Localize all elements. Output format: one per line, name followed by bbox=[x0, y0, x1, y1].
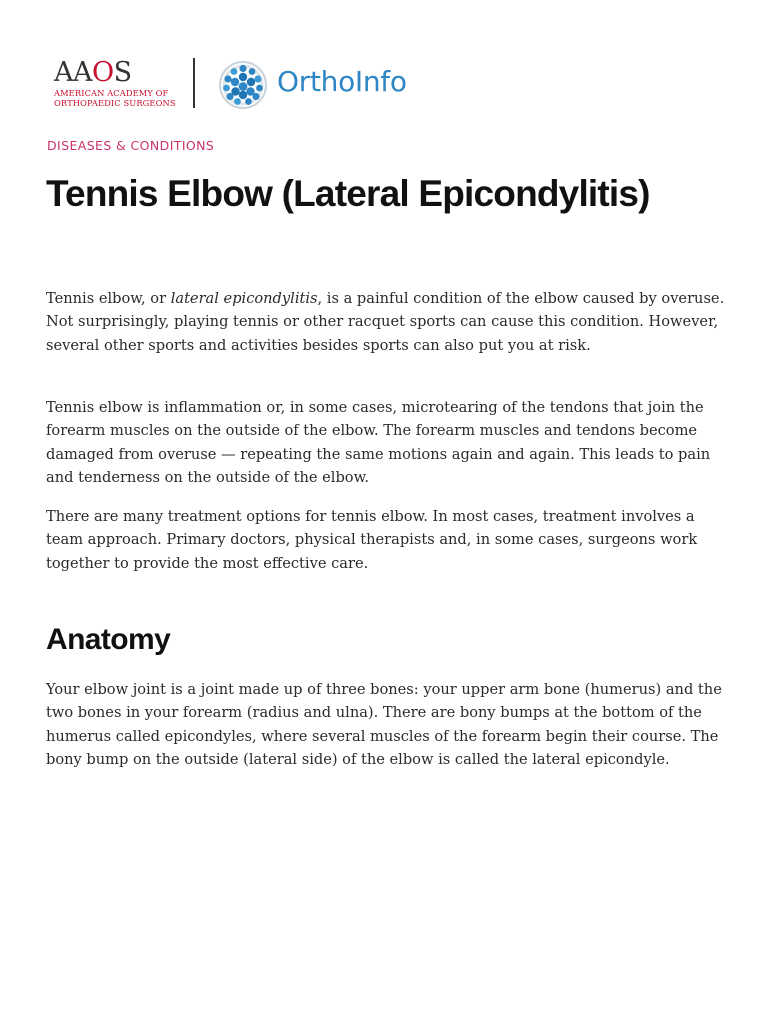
aaos-word-prefix: AA bbox=[54, 57, 92, 88]
aaos-name-line1: AMERICAN ACADEMY OF bbox=[54, 88, 169, 98]
anatomy-paragraph: Your elbow joint is a joint made up of three bones: your upper arm bone (humerus) and the two bones in your forearm (radius and ulna). There are bony bumps at the bottom of the humerus called epicondyles, where several muscles of the forearm begin their course. The bony bump on the outside (lateral side) of the elbow is called the lateral epicondyle. bbox=[46, 681, 722, 769]
aaos-wordmark bbox=[54, 58, 132, 88]
aaos-name-line2: ORTHOPAEDIC SURGEONS bbox=[54, 97, 176, 108]
aaos-full-name bbox=[54, 89, 176, 109]
orthoinfo-globe-icon bbox=[218, 60, 268, 110]
aaos-word-suffix: S bbox=[113, 57, 132, 88]
intro-paragraph bbox=[46, 287, 726, 357]
aaos-word-accent: O bbox=[92, 57, 114, 88]
logo-divider bbox=[193, 58, 195, 108]
page-header bbox=[50, 56, 450, 112]
paragraph-treatment: There are many treatment options for tennis elbow. In most cases, treatment involves a team approach. Primary doctors, physical therapists and, in some cases, surgeons work together to provide the most effective care. bbox=[46, 508, 698, 572]
paragraph-inflammation: Tennis elbow is inflammation or, in some cases, microtearing of the tendons that join the forearm muscles on the outside of the elbow. The forearm muscles and tendons become damaged from overuse — repeating the same motions again and again. This leads to pain and tenderness on the outside of the elbow. bbox=[46, 399, 711, 487]
aaos-logo[interactable] bbox=[54, 58, 176, 110]
orthoinfo-logo-text[interactable]: OrthoInfo bbox=[277, 65, 407, 98]
intro-text-after: , is a painful condition of the elbow caused by overuse. Not surprisingly, playing tennis or other racquet sports can cause this condition. However, several other sports and activities besides sports can also put you at risk. bbox=[46, 290, 725, 354]
intro-text-before: Tennis elbow, or bbox=[46, 290, 171, 307]
intro-term: lateral epicondylitis bbox=[170, 290, 318, 307]
anatomy-heading: Anatomy bbox=[46, 623, 171, 656]
page-title: Tennis Elbow (Lateral Epicondylitis) bbox=[46, 173, 650, 214]
category-link[interactable]: DISEASES & CONDITIONS bbox=[47, 138, 215, 153]
